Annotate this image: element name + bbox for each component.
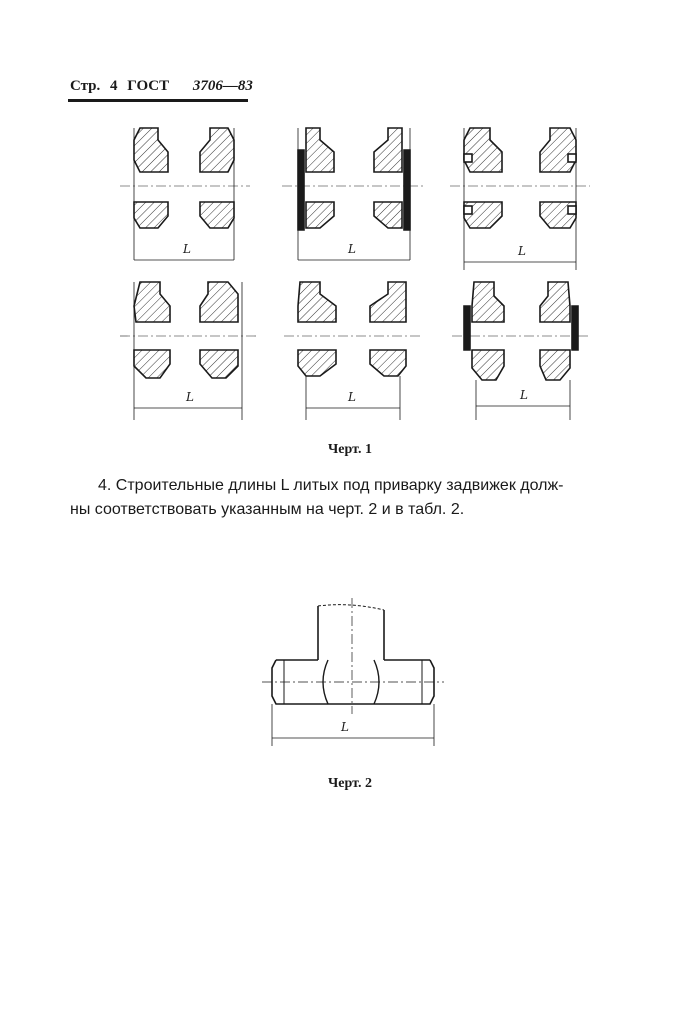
dimension-label-1-4: L <box>186 390 194 404</box>
dimension-label-2: L <box>341 720 349 734</box>
flange-drawing-1-1 <box>120 128 250 260</box>
figure-1-caption: Черт. 1 <box>328 442 372 457</box>
standard-number: 3706—83 <box>192 78 253 94</box>
flange-drawing-1-2 <box>282 128 424 260</box>
dimension-label-1-1: L <box>183 242 191 256</box>
page-number: 4 <box>110 78 118 94</box>
dimension-label-1-6: L <box>520 388 528 402</box>
figure-2-drawing <box>0 596 700 766</box>
gost-label: ГОСТ <box>127 78 170 94</box>
paragraph-line-1: Строительные длины L литых под приварку задвижек долж- <box>115 477 564 494</box>
paragraph-line-2: ны соответствовать указанным на черт. 2 и в табл. 2. <box>70 501 465 518</box>
dimension-label-1-2: L <box>348 242 356 256</box>
paragraph-number: 4. <box>98 477 112 494</box>
paragraph-4 <box>70 474 640 522</box>
figure-2-caption: Черт. 2 <box>328 776 372 791</box>
dimension-label-1-3: L <box>518 244 526 258</box>
page-label: Стр. <box>70 78 101 94</box>
dimension-label-1-5: L <box>348 390 356 404</box>
page-header <box>70 78 253 95</box>
header-rule <box>68 99 248 102</box>
